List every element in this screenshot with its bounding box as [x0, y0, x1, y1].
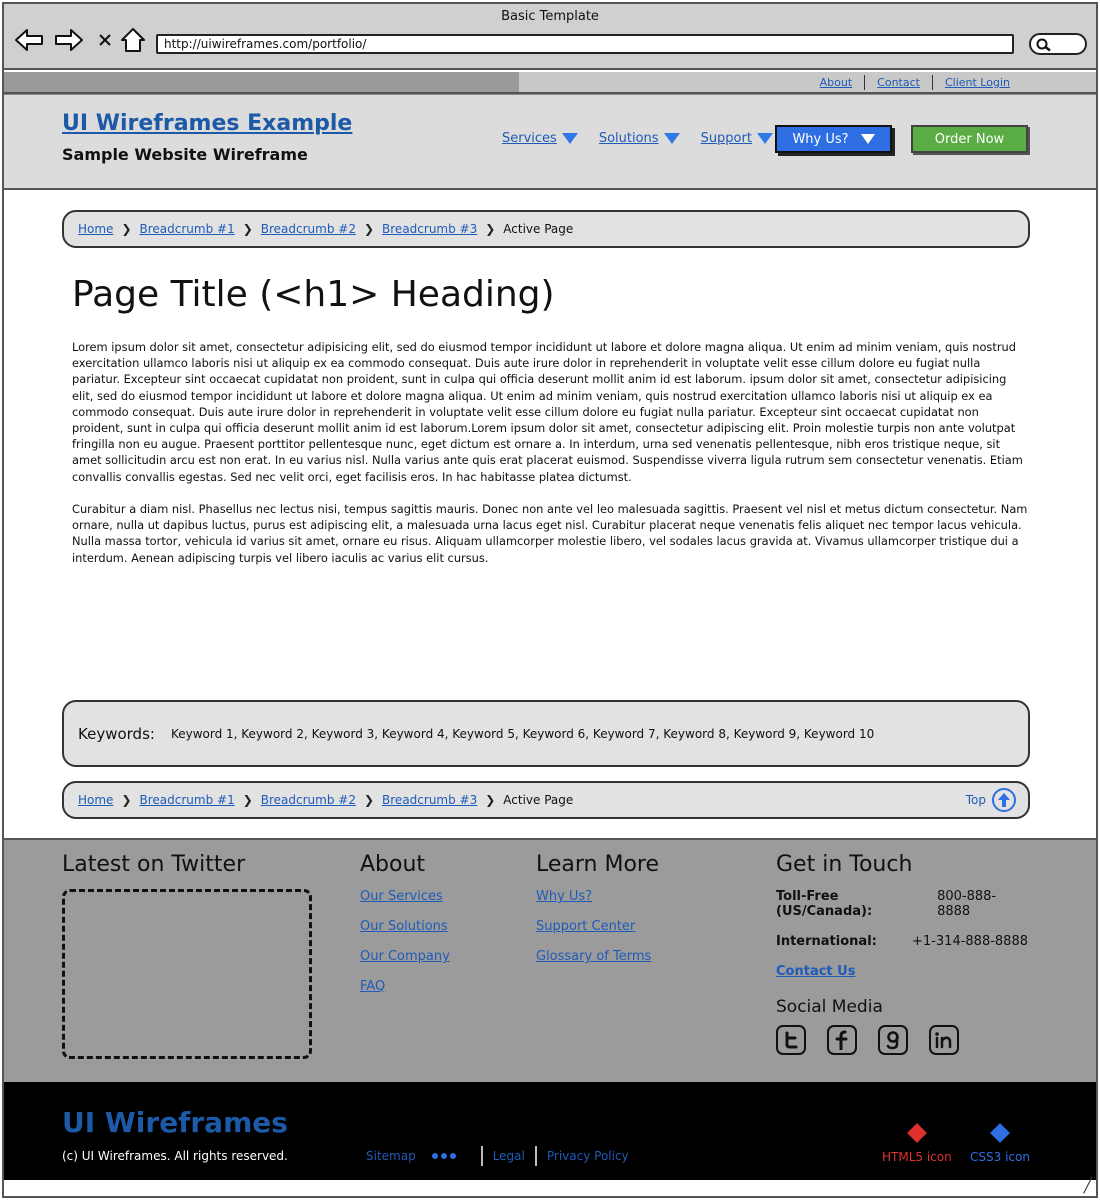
chevron-right-icon: ❯ — [485, 793, 496, 807]
learn-more-heading: Learn More — [536, 852, 660, 877]
footer-link-our-company[interactable]: Our Company — [360, 949, 450, 964]
browser-search-box[interactable] — [1029, 33, 1087, 55]
bottom-bar — [4, 1082, 1096, 1180]
breadcrumb-3[interactable]: Breadcrumb #3 — [382, 793, 478, 807]
browser-toolbar — [4, 4, 1096, 70]
home-icon[interactable] — [118, 26, 148, 54]
utility-nav — [808, 75, 1022, 90]
international-row — [776, 934, 1028, 949]
breadcrumb-3[interactable]: Breadcrumb #3 — [382, 222, 478, 236]
nav-support[interactable]: Support — [701, 131, 773, 146]
chevron-right-icon: ❯ — [242, 222, 253, 236]
why-us-dropdown-button[interactable]: Why Us? — [775, 125, 892, 153]
arrow-up-icon — [992, 788, 1016, 812]
chevron-right-icon: ❯ — [242, 793, 253, 807]
page-title: Page Title (<h1> Heading) — [72, 274, 555, 315]
address-bar[interactable]: http://uiwireframes.com/portfolio/ — [156, 34, 1014, 54]
privacy-policy-link[interactable]: Privacy Policy — [546, 1149, 629, 1163]
forward-arrow-icon[interactable] — [54, 26, 84, 54]
copyright-text: (c) UI Wireframes. All rights reserved. — [62, 1149, 288, 1163]
utility-bar — [4, 72, 1096, 94]
main-nav — [502, 131, 794, 146]
footer-brand: UI Wireframes — [62, 1106, 288, 1139]
breadcrumb-home[interactable]: Home — [78, 793, 114, 807]
footer-link-glossary[interactable]: Glossary of Terms — [536, 949, 652, 964]
stop-icon[interactable] — [90, 26, 120, 54]
search-icon — [1036, 38, 1052, 52]
facebook-icon[interactable] — [827, 1025, 857, 1055]
keywords-box — [62, 700, 1030, 767]
chevron-down-icon — [757, 133, 773, 144]
breadcrumb-active: Active Page — [503, 793, 574, 807]
chevron-right-icon: ❯ — [363, 793, 375, 807]
html5-icon — [907, 1123, 927, 1143]
footer-link-why-us[interactable]: Why Us? — [536, 889, 593, 904]
breadcrumb-1[interactable]: Breadcrumb #1 — [139, 222, 235, 236]
legal-link[interactable]: Legal — [492, 1149, 525, 1163]
breadcrumb-bottom — [62, 781, 1030, 819]
tollfree-value: 800-888-8888 — [937, 889, 997, 919]
learn-more-column — [536, 852, 659, 979]
about-column — [360, 852, 450, 1009]
tollfree-row — [776, 889, 1028, 919]
breadcrumb-active: Active Page — [503, 222, 574, 236]
back-arrow-icon[interactable] — [14, 26, 44, 54]
body-paragraph: Lorem ipsum dolor sit amet, consectetur adipisicing elit, sed do eiusmod tempor incididunt ut labore et dolore magna aliqua. Ut enim ad minim veniam, quis nostrud exercitation ullamco laboris nisi ut aliquip ex ea commodo consequat. Duis aute irure dolor in reprehenderit in voluptate velit esse cillum dolore eu fugiat nulla pariatur. Excepteur sint occaecat cupidatat non proident, sunt in culpa qui officia deserunt mollit anim id est laborum. ipsum dolor sit amet, consectetur adipisicing elit, sed do eiusmod tempor incididunt ut labore et dolore magna aliqua. Ut enim ad minim veniam, quis nostrud exercitation ullamco laboris nisi ut aliquip ex ea commodo consequat. Duis aute irure dolor in reprehenderit in voluptate velit esse cillum dolore eu fugiat nulla pariatur. Excepteur sint occaecat cupidatat non proident, sunt in culpa qui officia deserunt mollit anim id est laborum.Lorem ipsum dolor sit amet, consectetur adipiscing elit. Proin molestie turpis non ante volutpat fringilla non eu augue. Praesent porttitor pellentesque nunc, eget dictum est ornare a. In interdum, urna sed venenatis pellentesque, nibh eros tristique neque, sit amet sollicitudin arcu est non erat. In eu varius nisl. Nulla varius ante quis erat placerat euismod. Suspendisse viverra ligula rutrum sem consectetur venenatis. Etiam convallis convallis egestas. Sed nec velit orci, eget facilisis eros. In hac habitasse platea dictumst. — [72, 340, 1023, 484]
breadcrumb-1[interactable]: Breadcrumb #1 — [139, 793, 235, 807]
breadcrumb-home[interactable]: Home — [78, 222, 114, 236]
twitter-icon[interactable] — [776, 1025, 806, 1055]
chevron-down-icon — [562, 133, 578, 144]
more-dots-icon[interactable] — [432, 1153, 459, 1159]
twitter-column — [62, 852, 312, 1059]
util-link-about[interactable]: About — [819, 76, 853, 89]
site-header — [4, 94, 1096, 190]
site-subtitle: Sample Website Wireframe — [62, 145, 308, 164]
about-heading: About — [360, 852, 426, 877]
divider — [535, 1146, 537, 1166]
resize-grip-icon[interactable]: ╱ — [1083, 1178, 1092, 1194]
contact-us-link[interactable]: Contact Us — [776, 964, 856, 979]
keywords-label: Keywords: — [78, 724, 155, 743]
chevron-down-icon — [861, 134, 875, 144]
css3-icon — [990, 1123, 1010, 1143]
body-paragraph: Curabitur a diam nisl. Phasellus nec lectus nisi, tempus sagittis mauris. Donec non ante vel leo malesuada sagittis. Praesent vel nisl et metus dictum consectetur. Nam ornare, nulla ut dapibus luctus, purus est adipiscing elit, a malesuada urna lacus eget nisl. Curabitur placerat neque venenatis felis aliquet nec tempor lacus vehicula. Nulla massa tortor, vehicula id varius sit amet, ornare eu risus. Aliquam ullamcorper molestie libero, vel sodales lacus gravida at. Vivamus ullamcorper tristique dui a interdum. Aenean adipiscing turpis vel libero iaculis ac varius elit cursus. — [72, 502, 1028, 565]
chevron-right-icon: ❯ — [485, 222, 496, 236]
contact-column — [776, 852, 1028, 1055]
twitter-feed-placeholder — [62, 889, 312, 1059]
breadcrumb-2[interactable]: Breadcrumb #2 — [260, 793, 356, 807]
nav-solutions[interactable]: Solutions — [599, 131, 680, 146]
site-title-link[interactable]: UI Wireframes Example — [62, 111, 353, 136]
footer-link-support-center[interactable]: Support Center — [536, 919, 636, 934]
contact-heading: Get in Touch — [776, 852, 913, 877]
chevron-down-icon — [664, 133, 680, 144]
window-title: Basic Template — [501, 9, 599, 24]
sitemap-link[interactable]: Sitemap — [366, 1149, 416, 1163]
keywords-list: Keyword 1, Keyword 2, Keyword 3, Keyword 4, Keyword 5, Keyword 6, Keyword 7, Keyword 8, Keyword 9, Keyword 10 — [170, 726, 875, 741]
back-to-top-link[interactable]: Top — [966, 788, 1016, 812]
util-link-contact[interactable]: Contact — [877, 76, 920, 89]
breadcrumb-2[interactable]: Breadcrumb #2 — [260, 222, 356, 236]
footer-link-faq[interactable]: FAQ — [360, 979, 386, 994]
chevron-right-icon: ❯ — [121, 793, 132, 807]
social-media-heading: Social Media — [776, 997, 883, 1017]
browser-window — [2, 2, 1098, 1198]
site-footer — [4, 838, 1096, 1082]
util-link-client-login[interactable]: Client Login — [944, 76, 1010, 89]
chevron-right-icon: ❯ — [121, 222, 132, 236]
social-icons — [776, 1025, 1028, 1055]
footer-link-our-services[interactable]: Our Services — [360, 889, 443, 904]
bottom-links — [366, 1146, 629, 1166]
tollfree-label: Toll-Free (US/Canada): — [776, 889, 873, 919]
linkedin-icon[interactable] — [929, 1025, 959, 1055]
divider — [481, 1146, 483, 1166]
nav-services[interactable]: Services — [502, 131, 578, 146]
breadcrumb — [62, 210, 1030, 248]
international-value: +1-314-888-8888 — [912, 934, 1028, 949]
twitter-heading: Latest on Twitter — [62, 852, 246, 877]
footer-link-our-solutions[interactable]: Our Solutions — [360, 919, 448, 934]
chevron-right-icon: ❯ — [363, 222, 375, 236]
html5-badge: HTML5 icon — [882, 1126, 952, 1164]
order-now-button[interactable]: Order Now — [911, 125, 1028, 153]
international-label: International: — [776, 934, 877, 949]
css3-badge: CSS3 icon — [970, 1126, 1030, 1164]
google-plus-icon[interactable] — [878, 1025, 908, 1055]
